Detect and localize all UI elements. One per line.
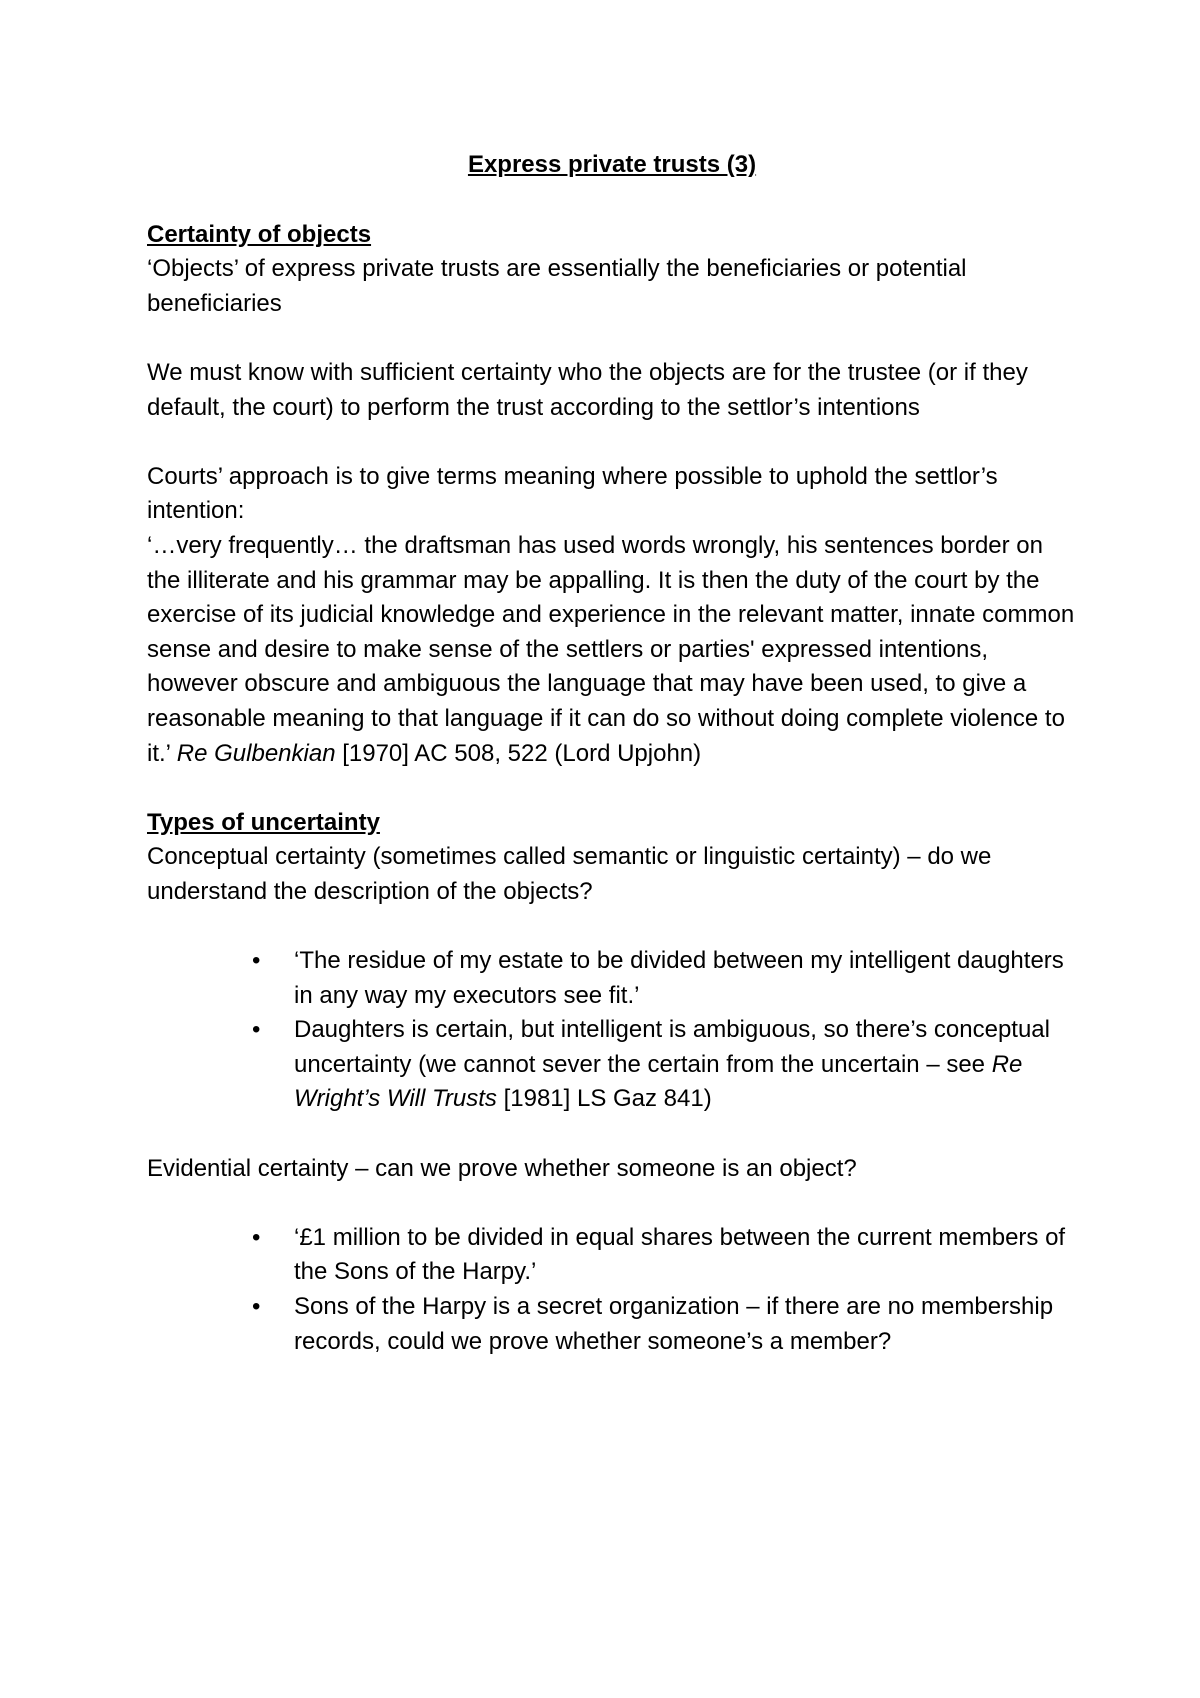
bullet-icon: • xyxy=(252,1293,261,1320)
case-citation-wright: [1981] LS Gaz 841) xyxy=(496,1085,712,1113)
paragraph-sufficient-certainty: We must know with sufficient certainty who the objects are for the trustee (or if they default, the court) to perform the trust according to the settlor’s intentions xyxy=(147,358,1028,421)
page-title: Express private trusts (3) xyxy=(467,151,757,178)
bullet-text: Sons of the Harpy is a secret organization – if there are no membership records, could we prove whether someone’s a member? xyxy=(294,1293,1054,1355)
bullet-icon: • xyxy=(252,1223,261,1251)
paragraph-courts-approach: Courts’ approach is to give terms meaning where possible to uphold the settlor’s intention: xyxy=(147,462,998,525)
case-name-wright: Re Wright’s Will Trusts xyxy=(294,1050,1023,1113)
quote-text: ‘…very frequently… the draftsman has used words wrongly, his sentences border on the illiterate and his grammar may be appalling. It is then the duty of the court by the exercise of its judicial knowledge and experience in the relevant matter, innate common sense and desire to make sense of the settlers or parties' expressed intentions, however obscure and ambiguous the language that may have been used, to give a reasonable meaning to that language if it can do so without doing complete violence to it.’ xyxy=(147,531,1075,767)
paragraph-gap xyxy=(147,1186,1077,1221)
paragraph-gap xyxy=(147,909,1077,944)
heading-types-of-uncertainty: Types of uncertainty xyxy=(147,808,380,836)
paragraph-gap xyxy=(147,771,1077,806)
paragraph-gap xyxy=(147,425,1077,460)
paragraph-gap xyxy=(147,1117,1077,1152)
bullet-text: ‘The residue of my estate to be divided between my intelligent daughters in any way my executors see fit.’ xyxy=(294,947,1064,1009)
bullet-icon: • xyxy=(252,947,261,975)
list-item xyxy=(147,1013,1077,1117)
case-citation-gulbenkian: [1970] AC 508, 522 (Lord Upjohn) xyxy=(335,739,702,767)
paragraph-evidential-certainty: Evidential certainty – can we prove whether someone is an object? xyxy=(147,1154,857,1182)
conceptual-bullet-list xyxy=(147,944,1077,1117)
heading-certainty-of-objects: Certainty of objects xyxy=(147,220,372,248)
list-item xyxy=(147,1290,1077,1359)
bullet-icon: • xyxy=(252,1016,261,1044)
bullet-text: Daughters is certain, but intelligent is ambiguous, so there’s conceptual uncertainty (we cannot sever the certain from the uncertain – see xyxy=(294,1016,1050,1078)
document-content xyxy=(147,148,1077,1359)
list-item xyxy=(147,944,1077,1013)
evidential-bullet-list xyxy=(147,1221,1077,1359)
paragraph-objects-definition: ‘Objects’ of express private trusts are essentially the beneficiaries or potential beneficiaries xyxy=(147,255,967,317)
bullet-text: ‘£1 million to be divided in equal shares between the current members of the Sons of the Harpy.’ xyxy=(294,1223,1066,1286)
paragraph-gap xyxy=(147,321,1077,356)
case-name-gulbenkian: Re Gulbenkian xyxy=(176,739,336,767)
list-item xyxy=(147,1221,1077,1290)
quote-gulbenkian xyxy=(147,529,1077,771)
paragraph-conceptual-certainty: Conceptual certainty (sometimes called semantic or linguistic certainty) – do we understand the description of the objects? xyxy=(147,843,992,905)
